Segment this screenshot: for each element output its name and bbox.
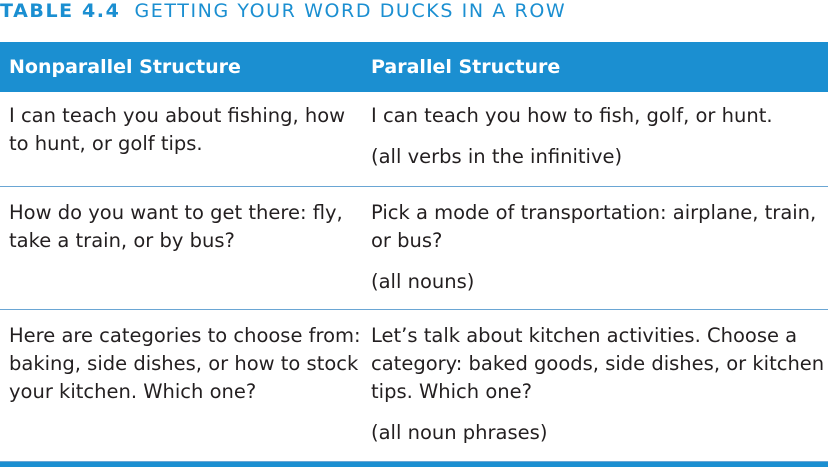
table-caption bbox=[0, 0, 566, 25]
parallel-example: I can teach you how to fish, golf, or hunt. bbox=[371, 104, 773, 127]
nonparallel-cell: I can teach you about fishing, how to hunt, or golf tips. bbox=[9, 104, 346, 155]
parallel-cell bbox=[371, 199, 826, 296]
parallel-cell bbox=[371, 322, 826, 447]
table-row bbox=[0, 92, 828, 187]
parallel-note: (all nouns) bbox=[371, 270, 475, 293]
comparison-table bbox=[0, 42, 828, 462]
parallel-note: (all noun phrases) bbox=[371, 421, 548, 444]
header-parallel: Parallel Structure bbox=[371, 56, 561, 78]
parallel-example: Let’s talk about kitchen activities. Choose a category: baked goods, side dishes, or kitchen tips. Which one? bbox=[371, 324, 825, 403]
table-title: GETTING YOUR WORD DUCKS IN A ROW bbox=[134, 0, 567, 22]
parallel-example: Pick a mode of transportation: airplane, train, or bus? bbox=[371, 201, 817, 252]
parallel-note: (all verbs in the infinitive) bbox=[371, 145, 623, 168]
nonparallel-cell: Here are categories to choose from: baking, side dishes, or how to stock your kitchen. Which one? bbox=[9, 324, 361, 403]
table-row bbox=[0, 310, 828, 462]
table-bottom-rule bbox=[0, 462, 828, 467]
table-row bbox=[0, 187, 828, 310]
table-header-row bbox=[0, 42, 828, 92]
header-nonparallel: Nonparallel Structure bbox=[9, 56, 241, 78]
table-number: TABLE 4.4 bbox=[0, 0, 121, 22]
nonparallel-cell: How do you want to get there: fly, take a train, or by bus? bbox=[9, 201, 343, 252]
parallel-cell bbox=[371, 102, 826, 171]
